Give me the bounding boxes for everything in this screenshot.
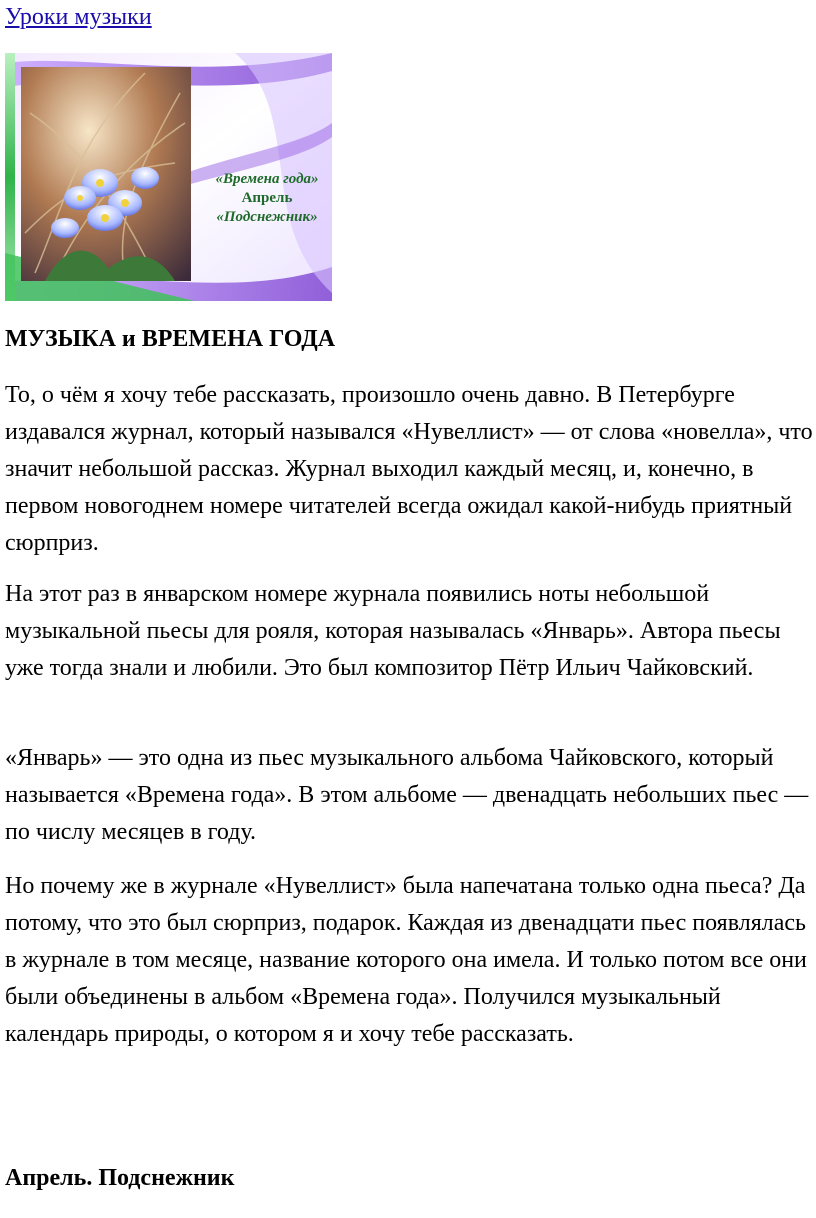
article-title: МУЗЫКА и ВРЕМЕНА ГОДА [5,326,336,352]
lessons-link[interactable]: Уроки музыки [5,4,152,30]
paragraph-2: На этот раз в январском номере журнала появились ноты небольшой музыкальной пьесы для рояля, которая называлась «Январь». Автора пьесы уже тогда знали и любили. Это был композитор Пётр Ильич Чайковский. [5,581,781,681]
section-title: Апрель. Подснежник [5,1165,235,1191]
paragraph-3: «Январь» — это одна из пьес музыкального альбома Чайковского, который называется «Времена года». В этом альбоме — двенадцать небольших пьес — по числу месяцев в году. [5,745,809,845]
paragraph-1: То, о чём я хочу тебе рассказать, произошло очень давно. В Петербурге издавался журнал, который назывался «Нувеллист» — от слова «новелла», что значит небольшой рассказ. Журнал выходил каждый месяц, и, конечно, в первом новогоднем номере читателей всегда ожидал какой-нибудь приятный сюрприз. [5,382,813,556]
paragraph-4: Но почему же в журнале «Нувеллист» была напечатана только одна пьеса? Да потому, что это был сюрприз, подарок. Каждая из двенадцати пьес появлялась в журнале в том месяце, название которого она имела. И только потом все они были объединены в альбом «Времена года». Получился музыкальный календарь природы, о котором я и хочу тебе рассказать. [5,873,807,1047]
cover-line-3: «Подснежник» [216,209,318,225]
cover-line-1: «Времена года» [215,171,319,187]
cover-image [5,53,332,301]
cover-line-2: Апрель [241,190,293,206]
